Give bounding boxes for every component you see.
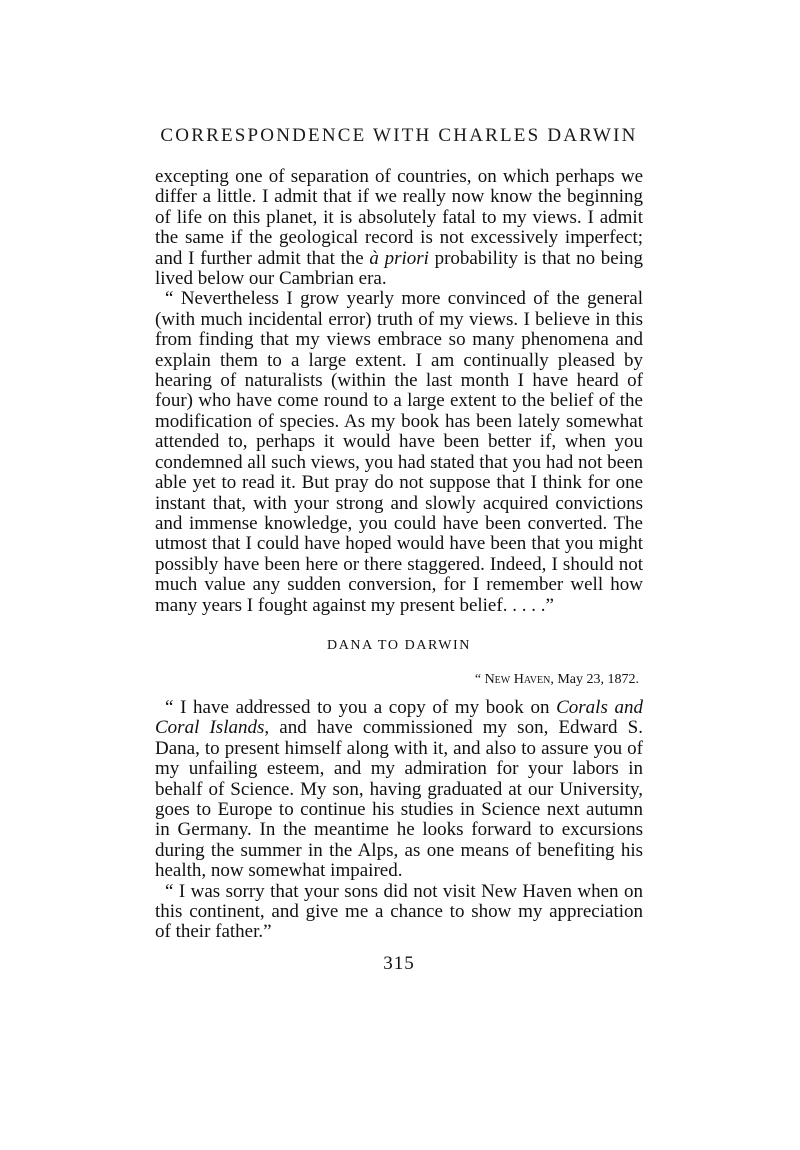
dateline-open-quote: “	[474, 671, 485, 687]
letter-dateline	[155, 672, 643, 688]
paragraph-3-italic: Corals and Coral Islands	[155, 696, 643, 739]
paragraph-3-text-b: , and have commissioned my son, Edward S. Dana, to present himself along with it, and also to assure you of my unfailing esteem, and my admiration for your labors in behalf of Science. My son, having graduated at our University, goes to Europe to continue his studies in Science next autumn in Germany. In the meantime he looks forward to excursions during the summer in the Alps, as one means of benefiting his health, now somewhat impaired.	[155, 717, 643, 882]
dateline-place: New Haven	[484, 671, 551, 687]
page-number: 315	[383, 952, 415, 974]
dateline-date: , May 23, 1872.	[550, 671, 639, 687]
paragraph-1-text-a: excepting one of separation of countries, on which perhaps we differ a little. I admit that if we really now know the beginning of life on this planet, it is absolutely fatal to my views. I admit the same if the geological record is not excessively imperfect; and I further admit that the	[155, 166, 643, 269]
paragraph-3	[155, 698, 643, 882]
letter-heading: DANA TO DARWIN	[327, 637, 471, 653]
paragraph-2: “ Nevertheless I grow yearly more convinced of the general (with much incidental error) truth of my views. I believe in this from finding that my views embrace so many phenomena and explain them to a large extent. I am continually pleased by hearing of naturalists (within the last month I have heard of four) who have come round to a large extent to the belief of the modification of species. As my book has been lately somewhat attended to, perhaps it would have been better if, when you condemned all such views, you had stated that you had not been able yet to read it. But pray do not suppose that I think for one instant that, with your strong and slowly acquired convictions and immense knowledge, you could have been converted. The utmost that I could have hoped would have been that you might possibly have been here or there staggered. Indeed, I should not much value any sudden conversion, for I remember well how many years I fought against my present belief. . . . .”	[155, 288, 643, 616]
running-head: CORRESPONDENCE WITH CHARLES DARWIN	[160, 125, 638, 146]
book-page	[155, 125, 643, 975]
paragraph-4: “ I was sorry that your sons did not visit New Haven when on this continent, and give me a chance to show my appreciation of their father.”	[155, 880, 643, 943]
paragraph-1	[155, 167, 643, 289]
paragraph-3-text-a: “ I have addressed to you a copy of my book on	[165, 696, 557, 718]
paragraph-1-text-b: probability is that no being lived below our Cambrian era.	[155, 247, 643, 290]
paragraph-1-italic: à priori	[369, 247, 429, 269]
